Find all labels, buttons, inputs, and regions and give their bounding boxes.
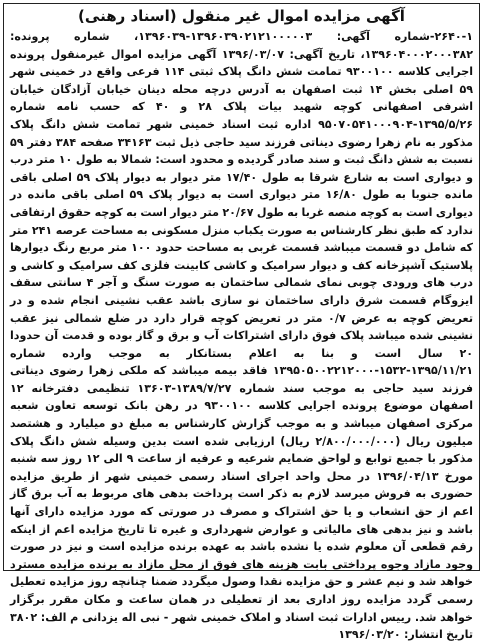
- mortgage-auction-notice: [3, 3, 480, 642]
- notice-title: آگهی مزایده اموال غیر منقول (اسناد رهنی): [78, 7, 405, 25]
- notice-body-text: ۲۶۴۰-۱-شماره آگهی: ۱۳۹۶۰۳۹۰۲۱۲۱۰۰۰۰۰۳-۱۳۹۶۰۳۹، شماره پرونده: ۱۳۹۶۰۴۰۰۰۲۰۰۰۳۸۲، تاریخ آگهی: ۱۳۹۶/۰۳/۰۷ آگهی مزایده اموال غیرمنقول پرونده اجرایی کلاسه ۹۳۰۰۱۰۰ تمامت شش دانگ پلاک ثبتی ۱۱۴ فرعی واقع در خمینی شهر ۵۹ اصلی بخش ۱۴ ثبت اصفهان به آدرس درچه محله دینان خیابان آزادگان خیابان اشرفی اصفهانی کوچه شهید بیات پلاک ۲۸ و ۴۰ که حسب نامه شماره ۱۳۹۵/۵/۲۶-۹۵۰۷۰۵۴۱۰۰۰۹۰۴ اداره ثبت اسناد خمینی شهر تمامت شش دانگ پلاک مذکور به نام زهرا رضوی دیناتی فرزند سید حاجی ذیل ثبت ۳۴۱۶۳ صفحه ۳۸۴ دفتر ۵۹ نسبت به شش دانگ ثبت و سند صادر گردیده و محدود است: شمالا به طول ۱۰ متر درب و دیواری است به شارع شرقا به طول ۱۷/۴۰ متر دیوار به دیوار پلاک ۵۹ اصلی باقی مانده جنوبا به طول ۱۶/۸۰ متر دیواری است به دیوار پلاک ۵۹ اصلی باقی مانده در دیواری است به کوچه منصه غربا به طول ۲۰/۶۷ متر دیوار است به کوچه حقوق ارتفاقی ندارد که طبق نظر کارشناس به صورت یکباب منزل مسکونی به مساحت عرصه ۲۴۱ متر که شامل دو قسمت میباشد قسمت غربی به مساحت حدود ۱۰۰ متر مربع رنگ دیوارها پلاستیک آشپزخانه کف و دیوار سرامیک و کاشی کابینت فلزی کف سرامیک و کاشی و درب های ورودی چوبی نمای شمالی ساختمان به صورت سنگ و آجر ۴ سانتی سقف ایزوگام قسمت شرق دارای ساختمان نو سازی باشد عقب نشینی انجام شده و در تعریض کوچه به عرض ۰/۷ متر در تعریض کوچه قرار دارد در ضلع شمالی نیز عقب نشینی شده میباشد پلاک فوق دارای اشتراکات آب و برق و گاز بوده و قدمت آن حدودا ۲۰ سال است و بنا به اعلام بستانکار به موجب وارده شماره ۱۳۹۵/۱۱/۲۱-۱۵۳۲-۱۳۹۵۰۵۰۰۲۲۱۲۰۰۰ فاقد بیمه میباشد که ملکی زهرا رضوی دیناتی فرزند سید حاجی به موجب سند شماره ۱۳۸۹/۷/۲۷-۱۳۶۰۳ تنظیمی دفترخانه ۱۲ اصفهان موضوع پرونده اجرایی کلاسه ۹۳۰۰۱۰۰ در رهن بانک توسعه تعاون شعبه مرکزی اصفهان میباشد و به موجب گزارش کارشناس به مبلغ دو میلیارد و هشتصد میلیون ریال (۲/۸۰۰/۰۰۰/۰۰۰ ریال) ارزیابی شده است بدین وسیله شش دانگ پلاک مذکور با جمیع توابع و لواحق ضمایم شرعیه و عرفیه از ساعت ۹ الی ۱۲ روز سه شنبه مورخ ۱۳۹۶/۰۴/۱۳ در محل واحد اجرای اسناد رسمی خمینی شهر از طریق مزایده حضوری به فروش میرسد لازم به ذکر است پرداخت بدهی های مربوط به آب برق گاز اعم از حق انشعاب و یا حق اشتراک و مصرف در صورتی که مورد مزایده دارای آنها باشد و نیز بدهی های مالیاتی و عوارض شهرداری و غیره تا تاریخ مزایده اعم از اینکه رقم قطعی آن معلوم شده یا نشده باشد به عهده برنده مزایده است و نیز در صورت وجود مازاد وجوه پرداختی بابت هزینه های فوق از محل مازاد به برنده مزایده مسترد خواهد شد و نیم عشر و حق مزایده نقدا وصول میگردد ضمنا چنانچه روز مزایده تعطیل رسمی گردد مزایده روز اداری بعد از تعطیلی در همان ساعت و مکان مقرر برگزار خواهد شد. رییس ادارات ثبت اسناد و املاک خمینی شهر - نبی اله یزدانی م الف: ۳۸۰۲ تاریخ انتشار: ۱۳۹۶/۰۳/۲۰: [10, 30, 474, 642]
